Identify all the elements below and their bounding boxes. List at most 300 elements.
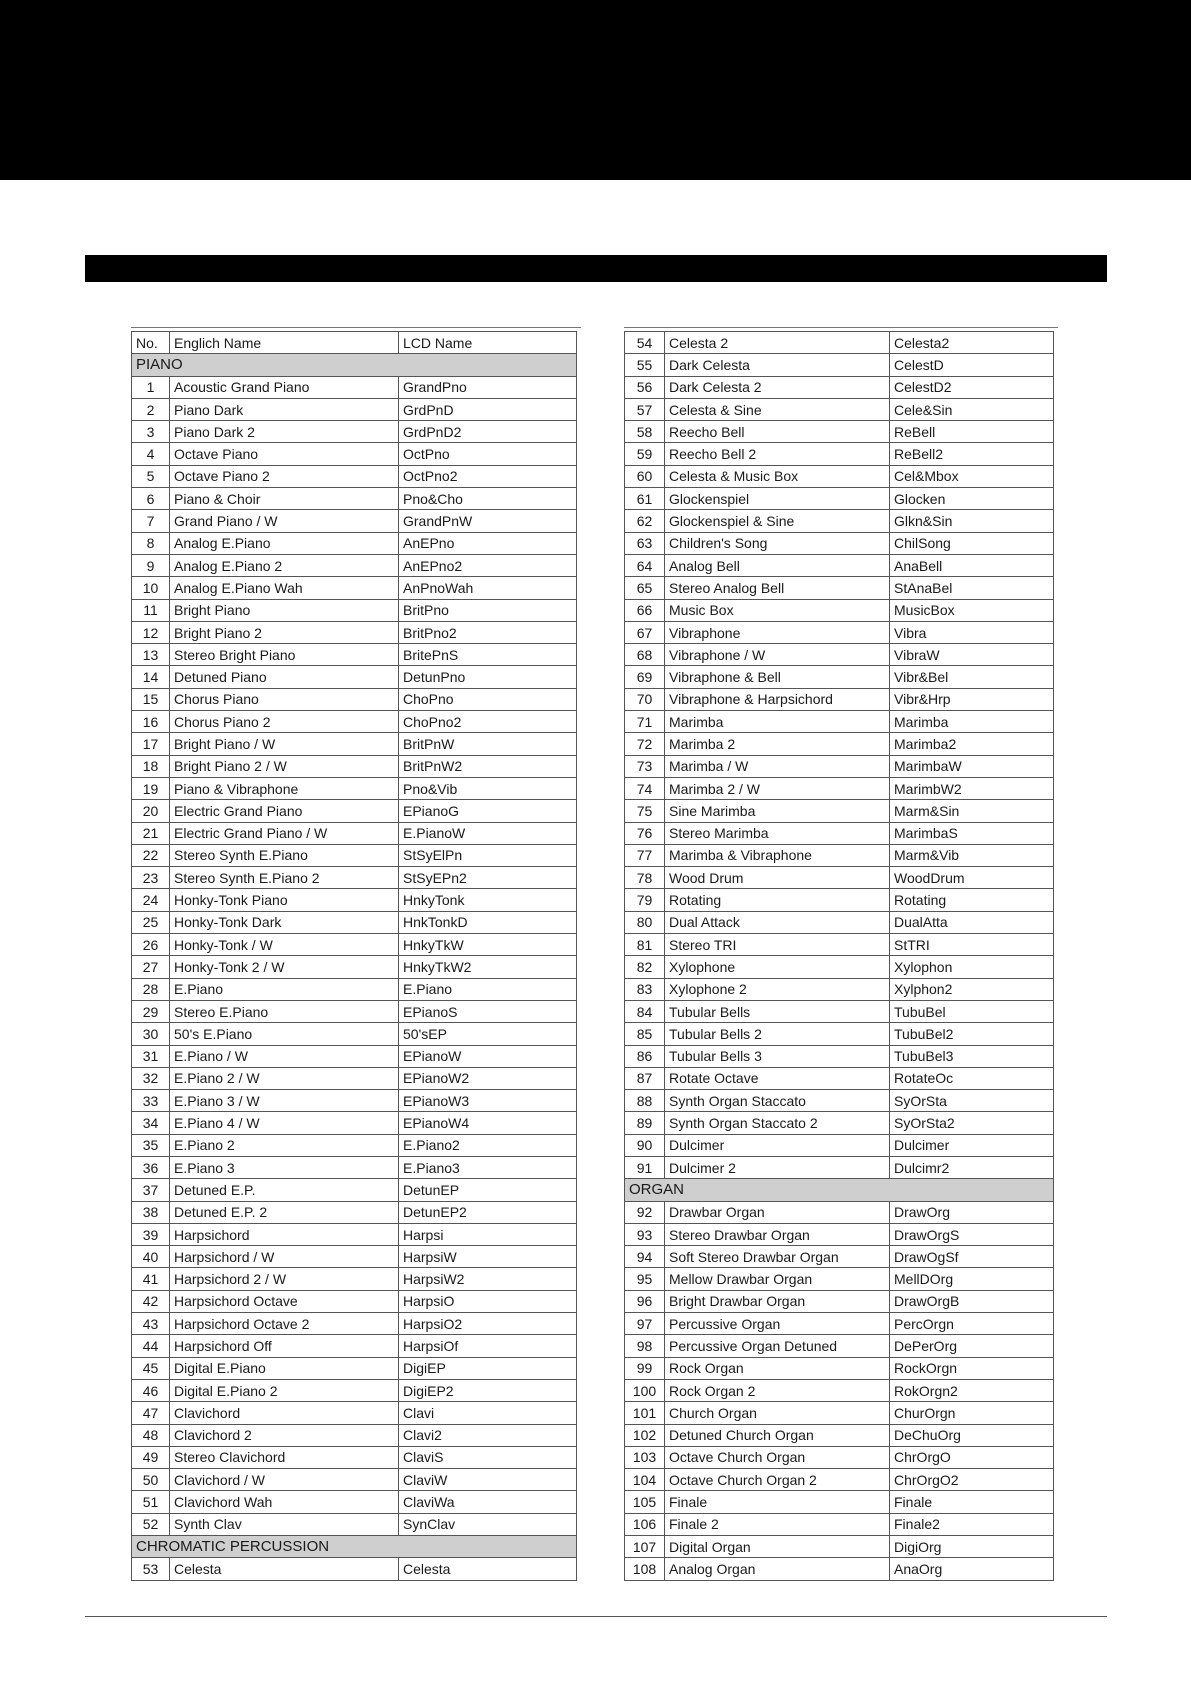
voice-lcd-name: AnaOrg <box>890 1558 1054 1580</box>
voice-lcd-name: Celesta2 <box>890 332 1054 354</box>
voice-english-name: Drawbar Organ <box>665 1201 890 1223</box>
voice-lcd-name: HarpsiO <box>399 1290 577 1312</box>
voice-english-name: Clavichord <box>170 1402 399 1424</box>
voice-english-name: Clavichord / W <box>170 1469 399 1491</box>
voice-lcd-name: ChoPno2 <box>399 711 577 733</box>
voice-english-name: Harpsichord Octave <box>170 1290 399 1312</box>
voice-lcd-name: TubuBel <box>890 1000 1054 1022</box>
table-row <box>625 822 1054 844</box>
voice-lcd-name: DrawOrgS <box>890 1223 1054 1245</box>
voice-number: 2 <box>132 398 170 420</box>
voice-number: 22 <box>132 844 170 866</box>
header-band <box>0 0 1191 180</box>
voice-lcd-name: 50'sEP <box>399 1023 577 1045</box>
table-row <box>625 711 1054 733</box>
top-rule <box>624 327 1058 328</box>
voice-english-name: Xylophone <box>665 956 890 978</box>
voice-english-name: Electric Grand Piano <box>170 800 399 822</box>
table-row <box>132 978 577 1000</box>
voice-number: 36 <box>132 1156 170 1178</box>
table-row <box>625 1357 1054 1379</box>
table-row <box>132 398 577 420</box>
voice-english-name: 50's E.Piano <box>170 1023 399 1045</box>
voice-english-name: Honky-Tonk Piano <box>170 889 399 911</box>
header-english-name: Englich Name <box>170 332 399 354</box>
table-row <box>625 421 1054 443</box>
voice-english-name: Dulcimer <box>665 1134 890 1156</box>
voice-lcd-name: MarimbW2 <box>890 777 1054 799</box>
table-row <box>625 398 1054 420</box>
table-row <box>132 755 577 777</box>
voice-lcd-name: EPianoS <box>399 1000 577 1022</box>
voice-lcd-name: DetunPno <box>399 666 577 688</box>
voice-lcd-name: HnkyTkW <box>399 934 577 956</box>
voice-english-name: Analog E.Piano Wah <box>170 577 399 599</box>
table-row <box>625 465 1054 487</box>
table-row <box>625 376 1054 398</box>
voice-lcd-name: HarpsiW <box>399 1246 577 1268</box>
table-row <box>132 1357 577 1379</box>
voice-lcd-name: Vibr&Hrp <box>890 688 1054 710</box>
voice-number: 74 <box>625 777 665 799</box>
voice-lcd-name: Dulcimer <box>890 1134 1054 1156</box>
table-row <box>625 1558 1054 1580</box>
voice-number: 8 <box>132 532 170 554</box>
table-row <box>132 1223 577 1245</box>
voice-number: 63 <box>625 532 665 554</box>
voice-lcd-name: DrawOgSf <box>890 1246 1054 1268</box>
table-row <box>132 1179 577 1201</box>
table-row <box>625 1201 1054 1223</box>
table-row <box>132 621 577 643</box>
voice-lcd-name: StTRI <box>890 934 1054 956</box>
voice-lcd-name: AnPnoWah <box>399 577 577 599</box>
voice-english-name: E.Piano 4 / W <box>170 1112 399 1134</box>
voice-lcd-name: DetunEP <box>399 1179 577 1201</box>
table-row <box>132 889 577 911</box>
voice-lcd-name: Pno&Vib <box>399 777 577 799</box>
table-row <box>132 488 577 510</box>
voice-english-name: Octave Church Organ 2 <box>665 1469 890 1491</box>
voice-english-name: Bright Piano / W <box>170 733 399 755</box>
table-row <box>132 711 577 733</box>
voice-english-name: Stereo TRI <box>665 934 890 956</box>
voice-english-name: Finale 2 <box>665 1513 890 1535</box>
voice-lcd-name: Marm&Sin <box>890 800 1054 822</box>
table-row <box>625 443 1054 465</box>
voice-number: 16 <box>132 711 170 733</box>
voice-english-name: Mellow Drawbar Organ <box>665 1268 890 1290</box>
table-row <box>625 956 1054 978</box>
voice-lcd-name: Rotating <box>890 889 1054 911</box>
voice-number: 45 <box>132 1357 170 1379</box>
voice-number: 85 <box>625 1023 665 1045</box>
voice-lcd-name: Glkn&Sin <box>890 510 1054 532</box>
voice-number: 83 <box>625 978 665 1000</box>
voice-number: 13 <box>132 644 170 666</box>
voice-number: 14 <box>132 666 170 688</box>
voice-lcd-name: AnaBell <box>890 554 1054 576</box>
voice-lcd-name: VibraW <box>890 644 1054 666</box>
voice-english-name: Percussive Organ <box>665 1313 890 1335</box>
voice-number: 43 <box>132 1313 170 1335</box>
voice-number: 18 <box>132 755 170 777</box>
table-row <box>132 777 577 799</box>
voice-lcd-name: Cele&Sin <box>890 398 1054 420</box>
voice-english-name: Stereo Synth E.Piano 2 <box>170 867 399 889</box>
table-row <box>132 1268 577 1290</box>
voice-number: 4 <box>132 443 170 465</box>
voice-english-name: Harpsichord Off <box>170 1335 399 1357</box>
table-row <box>132 688 577 710</box>
voice-english-name: Acoustic Grand Piano <box>170 376 399 398</box>
voice-number: 89 <box>625 1112 665 1134</box>
voice-lcd-name: EPianoW4 <box>399 1112 577 1134</box>
voice-number: 6 <box>132 488 170 510</box>
table-row <box>132 867 577 889</box>
voice-number: 102 <box>625 1424 665 1446</box>
table-row <box>625 354 1054 376</box>
table-row <box>625 1090 1054 1112</box>
voice-english-name: Dulcimer 2 <box>665 1156 890 1178</box>
table-row <box>132 666 577 688</box>
voice-english-name: Grand Piano / W <box>170 510 399 532</box>
table-row <box>132 465 577 487</box>
voice-number: 77 <box>625 844 665 866</box>
voice-english-name: Marimba 2 <box>665 733 890 755</box>
voice-number: 11 <box>132 599 170 621</box>
voice-number: 99 <box>625 1357 665 1379</box>
voice-number: 32 <box>132 1067 170 1089</box>
voice-lcd-name: StSyEPn2 <box>399 867 577 889</box>
voice-number: 59 <box>625 443 665 465</box>
table-row <box>132 376 577 398</box>
voice-lcd-name: TubuBel2 <box>890 1023 1054 1045</box>
voice-english-name: Stereo Bright Piano <box>170 644 399 666</box>
voice-english-name: E.Piano 2 / W <box>170 1067 399 1089</box>
category-label: ORGAN <box>625 1179 1054 1201</box>
table-row <box>132 1335 577 1357</box>
voice-english-name: E.Piano 3 / W <box>170 1090 399 1112</box>
voice-number: 52 <box>132 1513 170 1535</box>
table-row <box>132 1112 577 1134</box>
table-header-row <box>132 332 577 354</box>
category-label: CHROMATIC PERCUSSION <box>132 1536 577 1558</box>
voice-number: 69 <box>625 666 665 688</box>
voice-english-name: Marimba / W <box>665 755 890 777</box>
voice-number: 72 <box>625 733 665 755</box>
voice-number: 62 <box>625 510 665 532</box>
voice-english-name: Chorus Piano <box>170 688 399 710</box>
table-row <box>132 1558 577 1580</box>
table-row <box>132 1491 577 1513</box>
table-row <box>132 1290 577 1312</box>
table-row <box>625 844 1054 866</box>
header-lcd-name: LCD Name <box>399 332 577 354</box>
voice-lcd-name: SyOrSta2 <box>890 1112 1054 1134</box>
voice-lcd-name: MarimbaS <box>890 822 1054 844</box>
table-row <box>625 532 1054 554</box>
table-row <box>625 1223 1054 1245</box>
table-row <box>625 911 1054 933</box>
voice-english-name: Analog E.Piano 2 <box>170 554 399 576</box>
voice-number: 51 <box>132 1491 170 1513</box>
voice-english-name: Glockenspiel & Sine <box>665 510 890 532</box>
voice-lcd-name: DigiOrg <box>890 1536 1054 1558</box>
voice-lcd-name: E.Piano3 <box>399 1156 577 1178</box>
table-row <box>132 1379 577 1401</box>
table-row <box>132 1313 577 1335</box>
header-no: No. <box>132 332 170 354</box>
voice-number: 79 <box>625 889 665 911</box>
voice-table-right <box>624 331 1054 1581</box>
table-row <box>132 532 577 554</box>
voice-english-name: Finale <box>665 1491 890 1513</box>
voice-english-name: Detuned Church Organ <box>665 1424 890 1446</box>
voice-english-name: E.Piano <box>170 978 399 1000</box>
table-row <box>625 800 1054 822</box>
table-row <box>625 1268 1054 1290</box>
voice-english-name: Honky-Tonk 2 / W <box>170 956 399 978</box>
voice-number: 49 <box>132 1446 170 1468</box>
voice-english-name: Stereo Drawbar Organ <box>665 1223 890 1245</box>
voice-number: 81 <box>625 934 665 956</box>
table-row <box>132 1067 577 1089</box>
voice-lcd-name: RotateOc <box>890 1067 1054 1089</box>
voice-english-name: Chorus Piano 2 <box>170 711 399 733</box>
voice-number: 84 <box>625 1000 665 1022</box>
voice-english-name: Digital E.Piano <box>170 1357 399 1379</box>
voice-lcd-name: StAnaBel <box>890 577 1054 599</box>
table-row <box>625 1424 1054 1446</box>
voice-english-name: Celesta & Music Box <box>665 465 890 487</box>
table-row <box>132 644 577 666</box>
voice-lcd-name: E.Piano2 <box>399 1134 577 1156</box>
table-row <box>132 800 577 822</box>
voice-english-name: Digital Organ <box>665 1536 890 1558</box>
table-row <box>625 599 1054 621</box>
voice-lcd-name: Glocken <box>890 488 1054 510</box>
voice-number: 100 <box>625 1379 665 1401</box>
voice-english-name: Stereo Analog Bell <box>665 577 890 599</box>
voice-english-name: Rock Organ 2 <box>665 1379 890 1401</box>
voice-number: 104 <box>625 1469 665 1491</box>
voice-english-name: Tubular Bells 2 <box>665 1023 890 1045</box>
voice-lcd-name: E.Piano <box>399 978 577 1000</box>
voice-english-name: Marimba 2 / W <box>665 777 890 799</box>
voice-lcd-name: SynClav <box>399 1513 577 1535</box>
voice-number: 34 <box>132 1112 170 1134</box>
voice-english-name: Harpsichord <box>170 1223 399 1245</box>
voice-english-name: Rock Organ <box>665 1357 890 1379</box>
table-row <box>132 934 577 956</box>
table-row <box>625 1379 1054 1401</box>
table-row <box>625 1313 1054 1335</box>
table-row <box>625 1536 1054 1558</box>
voice-number: 101 <box>625 1402 665 1424</box>
voice-lcd-name: HarpsiOf <box>399 1335 577 1357</box>
voice-english-name: Stereo Clavichord <box>170 1446 399 1468</box>
table-row <box>132 510 577 532</box>
voice-number: 68 <box>625 644 665 666</box>
voice-lcd-name: OctPno <box>399 443 577 465</box>
table-row <box>625 488 1054 510</box>
table-row <box>132 1469 577 1491</box>
voice-lcd-name: EPianoW2 <box>399 1067 577 1089</box>
voice-lcd-name: BritPnW <box>399 733 577 755</box>
voice-english-name: Dark Celesta <box>665 354 890 376</box>
section-title-bar <box>85 255 1107 282</box>
voice-number: 65 <box>625 577 665 599</box>
voice-number: 90 <box>625 1134 665 1156</box>
voice-table-right-wrap <box>624 331 1054 1581</box>
voice-english-name: Detuned E.P. <box>170 1179 399 1201</box>
voice-number: 30 <box>132 1023 170 1045</box>
voice-number: 70 <box>625 688 665 710</box>
voice-english-name: Tubular Bells <box>665 1000 890 1022</box>
voice-number: 93 <box>625 1223 665 1245</box>
voice-english-name: Tubular Bells 3 <box>665 1045 890 1067</box>
voice-english-name: Stereo Synth E.Piano <box>170 844 399 866</box>
voice-lcd-name: Pno&Cho <box>399 488 577 510</box>
voice-english-name: Xylophone 2 <box>665 978 890 1000</box>
table-row <box>625 889 1054 911</box>
voice-number: 25 <box>132 911 170 933</box>
table-row <box>625 621 1054 643</box>
voice-number: 10 <box>132 577 170 599</box>
voice-number: 46 <box>132 1379 170 1401</box>
category-label: PIANO <box>132 354 577 376</box>
table-row <box>132 1402 577 1424</box>
table-row <box>132 1156 577 1178</box>
table-row <box>132 443 577 465</box>
voice-lcd-name: Celesta <box>399 1558 577 1580</box>
voice-lcd-name: Clavi <box>399 1402 577 1424</box>
voice-lcd-name: ChurOrgn <box>890 1402 1054 1424</box>
voice-number: 12 <box>132 621 170 643</box>
voice-english-name: Piano Dark 2 <box>170 421 399 443</box>
voice-number: 40 <box>132 1246 170 1268</box>
voice-lcd-name: EPianoW <box>399 1045 577 1067</box>
voice-number: 20 <box>132 800 170 822</box>
table-row <box>625 867 1054 889</box>
voice-lcd-name: DrawOrg <box>890 1201 1054 1223</box>
voice-lcd-name: TubuBel3 <box>890 1045 1054 1067</box>
voice-number: 61 <box>625 488 665 510</box>
voice-lcd-name: Marimba <box>890 711 1054 733</box>
table-row <box>625 1045 1054 1067</box>
table-row <box>625 755 1054 777</box>
voice-lcd-name: Marimba2 <box>890 733 1054 755</box>
voice-lcd-name: DigiEP2 <box>399 1379 577 1401</box>
category-row <box>625 1179 1054 1201</box>
voice-english-name: Percussive Organ Detuned <box>665 1335 890 1357</box>
voice-english-name: Music Box <box>665 599 890 621</box>
voice-lcd-name: ClaviWa <box>399 1491 577 1513</box>
voice-english-name: Piano & Choir <box>170 488 399 510</box>
voice-english-name: Vibraphone / W <box>665 644 890 666</box>
voice-lcd-name: DualAtta <box>890 911 1054 933</box>
voice-lcd-name: Finale2 <box>890 1513 1054 1535</box>
table-row <box>625 510 1054 532</box>
voice-lcd-name: RokOrgn2 <box>890 1379 1054 1401</box>
voice-number: 31 <box>132 1045 170 1067</box>
voice-english-name: Celesta <box>170 1558 399 1580</box>
voice-number: 98 <box>625 1335 665 1357</box>
voice-english-name: Honky-Tonk / W <box>170 934 399 956</box>
voice-table-left <box>131 331 577 1581</box>
voice-english-name: Electric Grand Piano / W <box>170 822 399 844</box>
voice-lcd-name: Dulcimr2 <box>890 1156 1054 1178</box>
voice-lcd-name: WoodDrum <box>890 867 1054 889</box>
voice-number: 42 <box>132 1290 170 1312</box>
voice-english-name: Sine Marimba <box>665 800 890 822</box>
voice-english-name: Harpsichord / W <box>170 1246 399 1268</box>
table-row <box>625 332 1054 354</box>
voice-number: 47 <box>132 1402 170 1424</box>
voice-lcd-name: GrdPnD2 <box>399 421 577 443</box>
voice-number: 38 <box>132 1201 170 1223</box>
voice-number: 33 <box>132 1090 170 1112</box>
voice-number: 1 <box>132 376 170 398</box>
voice-lcd-name: Xylophon <box>890 956 1054 978</box>
voice-english-name: Octave Church Organ <box>665 1446 890 1468</box>
voice-number: 24 <box>132 889 170 911</box>
table-row <box>625 1067 1054 1089</box>
table-row <box>625 1000 1054 1022</box>
voice-number: 50 <box>132 1469 170 1491</box>
voice-number: 26 <box>132 934 170 956</box>
voice-english-name: Wood Drum <box>665 867 890 889</box>
voice-english-name: Detuned E.P. 2 <box>170 1201 399 1223</box>
voice-lcd-name: MusicBox <box>890 599 1054 621</box>
table-row <box>132 577 577 599</box>
voice-lcd-name: MellDOrg <box>890 1268 1054 1290</box>
voice-english-name: Reecho Bell <box>665 421 890 443</box>
voice-lcd-name: DigiEP <box>399 1357 577 1379</box>
voice-number: 106 <box>625 1513 665 1535</box>
table-row <box>625 1290 1054 1312</box>
table-row <box>132 1134 577 1156</box>
table-row <box>132 911 577 933</box>
voice-lcd-name: ClaviS <box>399 1446 577 1468</box>
voice-english-name: Stereo E.Piano <box>170 1000 399 1022</box>
voice-english-name: Octave Piano 2 <box>170 465 399 487</box>
voice-english-name: Marimba & Vibraphone <box>665 844 890 866</box>
table-row <box>132 1201 577 1223</box>
voice-english-name: Dark Celesta 2 <box>665 376 890 398</box>
top-rule <box>131 327 581 328</box>
voice-number: 19 <box>132 777 170 799</box>
table-row <box>625 1023 1054 1045</box>
voice-lcd-name: HarpsiO2 <box>399 1313 577 1335</box>
table-row <box>132 733 577 755</box>
voice-english-name: Soft Stereo Drawbar Organ <box>665 1246 890 1268</box>
voice-lcd-name: CelestD <box>890 354 1054 376</box>
voice-lcd-name: PercOrgn <box>890 1313 1054 1335</box>
voice-english-name: Synth Organ Staccato <box>665 1090 890 1112</box>
voice-lcd-name: DrawOrgB <box>890 1290 1054 1312</box>
voice-number: 39 <box>132 1223 170 1245</box>
category-row <box>132 1536 577 1558</box>
voice-number: 29 <box>132 1000 170 1022</box>
table-row <box>132 1424 577 1446</box>
voice-english-name: Harpsichord 2 / W <box>170 1268 399 1290</box>
voice-lcd-name: AnEPno <box>399 532 577 554</box>
table-row <box>132 844 577 866</box>
footer-rule <box>85 1616 1107 1617</box>
voice-english-name: Detuned Piano <box>170 666 399 688</box>
